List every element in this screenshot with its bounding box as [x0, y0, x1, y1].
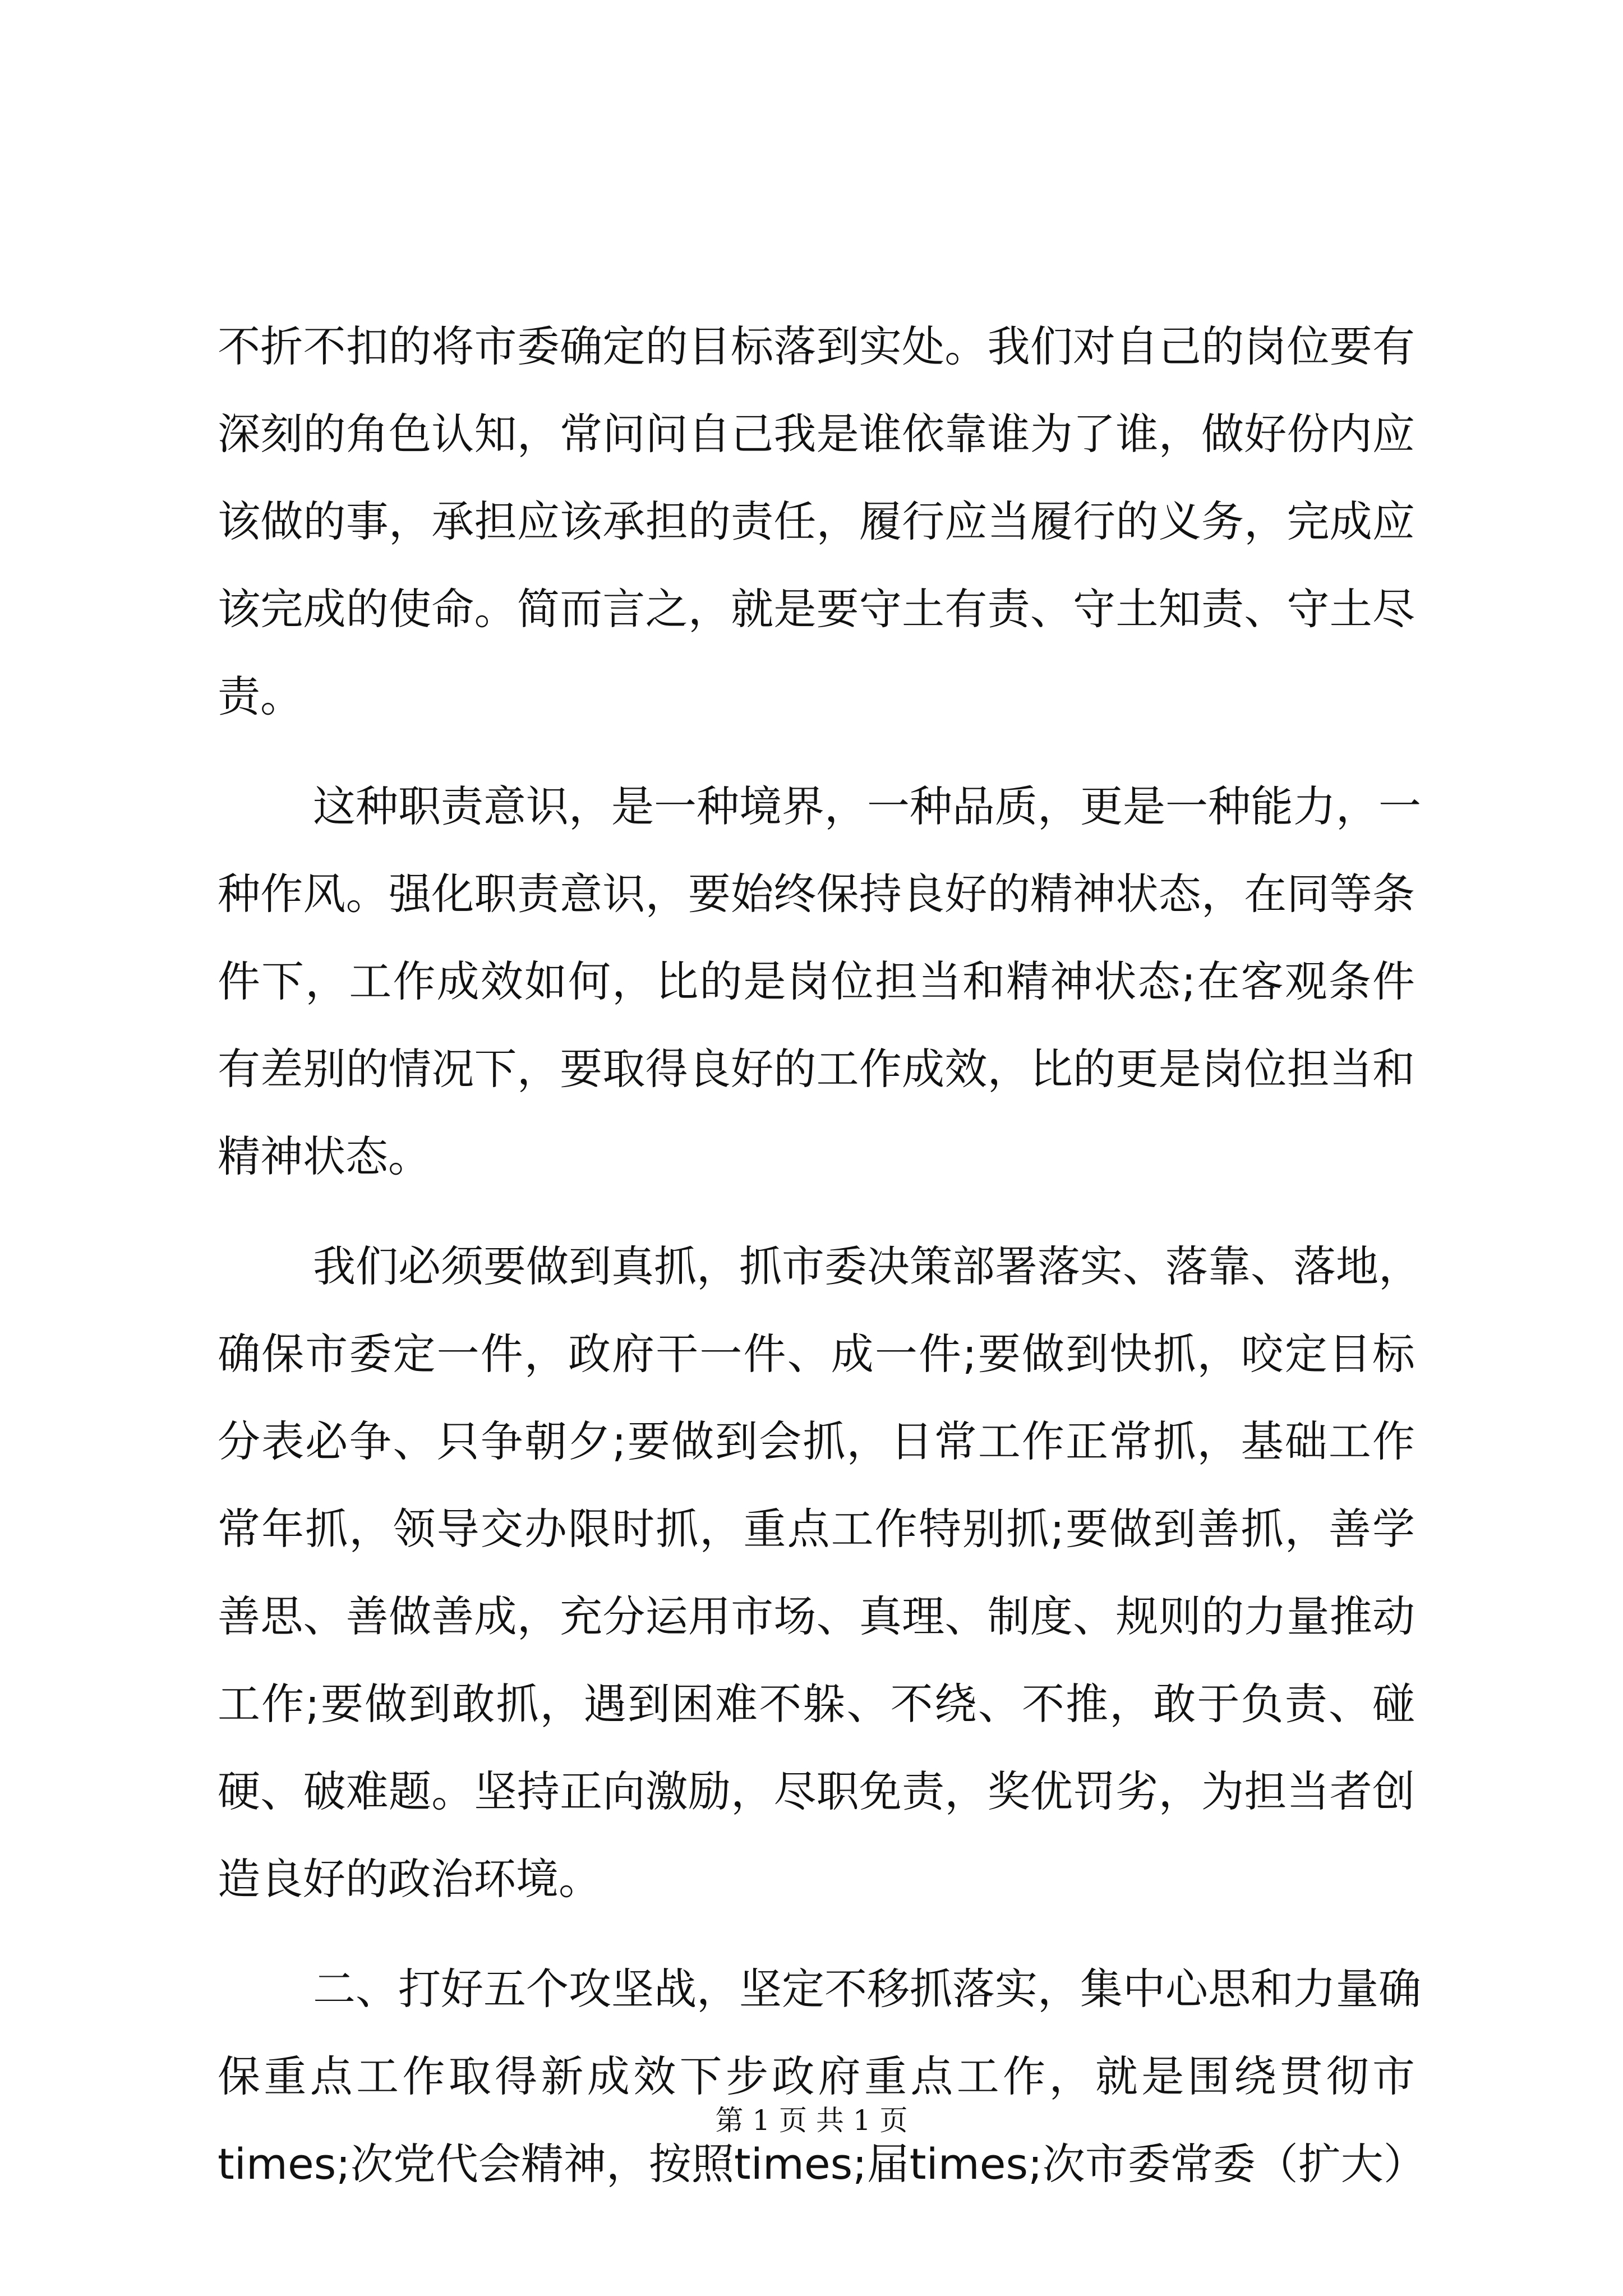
paragraph-gap — [218, 1923, 1415, 1945]
page-footer: 第 1 页 共 1 页 — [715, 2104, 908, 2137]
paragraph — [218, 1223, 1421, 1923]
text-line: 这种职责意识，是一种境界，一种品质，更是一种能力，一 — [313, 781, 1421, 831]
text-line: 责。 — [218, 671, 303, 721]
paragraph — [218, 763, 1421, 1200]
text-line: 有差别的情况下，要取得良好的工作成效，比的更是岗位担当和 — [218, 1044, 1415, 1094]
paragraph — [218, 1945, 1426, 2208]
text-line: 保重点工作取得新成效下步政府重点工作，就是围绕贯彻市 — [218, 2051, 1415, 2101]
text-line: 深刻的角色认知，常问问自己我是谁依靠谁为了谁，做好份内应 — [218, 409, 1415, 459]
text-line: 该完成的使命。简而言之，就是要守土有责、守土知责、守土尽 — [218, 584, 1415, 634]
text-line: 不折不扣的将市委确定的目标落到实处。我们对自己的岗位要有 — [218, 321, 1415, 371]
text-line: 工作;要做到敢抓，遇到困难不躲、不绕、不推，敢于负责、碰 — [218, 1679, 1415, 1729]
text-line: 该做的事，承担应该承担的责任，履行应当履行的义务，完成应 — [218, 496, 1415, 546]
document-body — [218, 303, 1426, 2208]
text-line: 二、打好五个攻坚战，坚定不移抓落实，集中心思和力量确 — [313, 1964, 1421, 2014]
text-line: 确保市委定一件，政府干一件、成一件;要做到快抓，咬定目标 — [218, 1329, 1415, 1379]
text-line: 种作风。强化职责意识，要始终保持良好的精神状态，在同等条 — [218, 869, 1415, 919]
text-line: 精神状态。 — [218, 1131, 431, 1181]
text-line: 硬、破难题。坚持正向激励，尽职免责，奖优罚劣，为担当者创 — [218, 1766, 1415, 1816]
paragraph-gap — [218, 1200, 1415, 1223]
text-line: 常年抓，领导交办限时抓，重点工作特别抓;要做到善抓，善学 — [218, 1504, 1415, 1554]
text-line: times;次党代会精神，按照times;届times;次市委常委（扩大） — [218, 2139, 1426, 2189]
paragraph-gap — [218, 740, 1415, 763]
text-line: 分表必争、只争朝夕;要做到会抓，日常工作正常抓，基础工作 — [218, 1416, 1415, 1466]
text-line: 我们必须要做到真抓，抓市委决策部署落实、落靠、落地， — [313, 1241, 1421, 1291]
text-line: 件下，工作成效如何，比的是岗位担当和精神状态;在客观条件 — [218, 956, 1415, 1006]
text-line: 善思、善做善成，充分运用市场、真理、制度、规则的力量推动 — [218, 1591, 1415, 1641]
paragraph — [218, 303, 1415, 740]
text-line: 造良好的政治环境。 — [218, 1854, 601, 1904]
